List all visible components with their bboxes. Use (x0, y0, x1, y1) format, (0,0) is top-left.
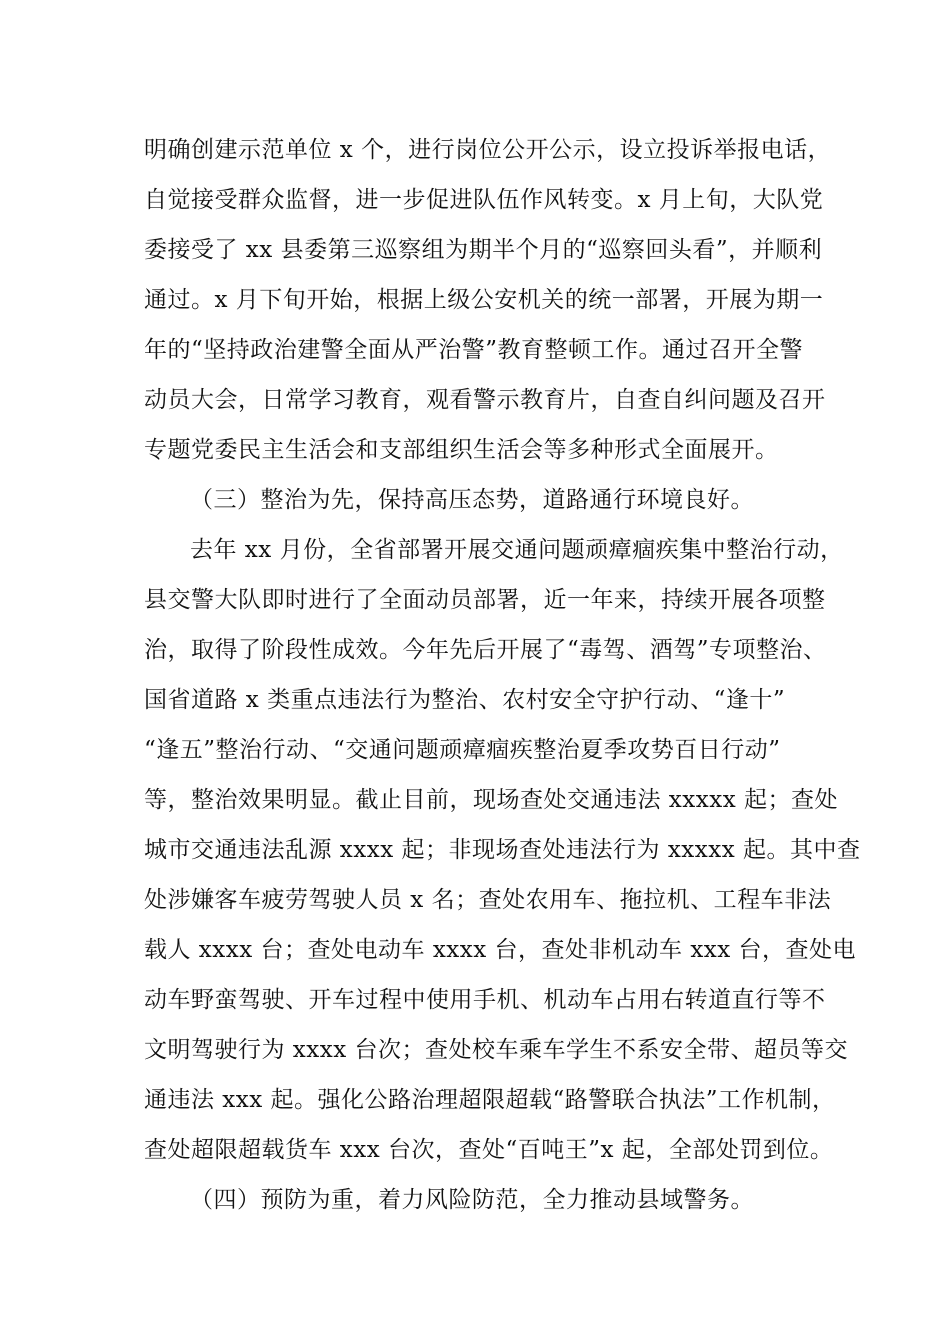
text-line: 载人 xxxx 台；查处电动车 xxxx 台，查处非机动车 xxx 台，查处电 (144, 937, 857, 963)
text-line: 动车野蛮驾驶、开车过程中使用手机、机动车占用右转道直行等不 (144, 987, 826, 1013)
text-line: 城市交通违法乱源 xxxx 起；非现场查处违法行为 xxxxx 起。其中查 (144, 837, 861, 863)
text-line: 去年 xx 月份，全省部署开展交通问题顽瘴痼疾集中整治行动， (190, 537, 844, 563)
text-line: 动员大会，日常学习教育，观看警示教育片，自查自纠问题及召开 (144, 387, 826, 413)
text-line: 查处超限超载货车 xxx 台次，查处“百吨王”x 起，全部处罚到位。 (144, 1137, 834, 1163)
text-line: 处涉嫌客车疲劳驾驶人员 x 名；查处农用车、拖拉机、工程车非法 (144, 887, 832, 913)
text-line: “逢五”整治行动、“交通问题顽瘴痼疾整治夏季攻势百日行动” (144, 737, 781, 763)
section-heading: （四）预防为重，着力风险防范，全力推动县域警务。 (190, 1187, 754, 1213)
text-line: 明确创建示范单位 x 个，进行岗位公开公示，设立投诉举报电话， (144, 137, 832, 163)
text-line: 通违法 xxx 起。强化公路治理超限超载“路警联合执法”工作机制， (144, 1087, 836, 1113)
text-line: 县交警大队即时进行了全面动员部署，近一年来，持续开展各项整 (144, 587, 826, 613)
text-line: 通过。x 月下旬开始，根据上级公安机关的统一部署，开展为期一 (144, 287, 824, 313)
text-line: 治，取得了阶段性成效。今年先后开展了“毒驾、酒驾”专项整治、 (144, 637, 827, 663)
text-line: 国省道路 x 类重点违法行为整治、农村安全守护行动、“逢十” (144, 687, 786, 713)
section-heading: （三）整治为先，保持高压态势，道路通行环境良好。 (190, 487, 754, 513)
text-line: 自觉接受群众监督，进一步促进队伍作风转变。x 月上旬，大队党 (144, 187, 824, 213)
text-line: 年的“坚持政治建警全面从严治警”教育整顿工作。通过召开全警 (144, 337, 804, 363)
text-line: 文明驾驶行为 xxxx 台次；查处校车乘车学生不系安全带、超员等交 (144, 1037, 849, 1063)
text-line: 委接受了 xx 县委第三巡察组为期半个月的“巡察回头看”，并顺利 (144, 237, 823, 263)
text-line: 等，整治效果明显。截止目前，现场查处交通违法 xxxxx 起；查处 (144, 787, 838, 813)
text-line: 专题党委民主生活会和支部组织生活会等多种形式全面展开。 (144, 437, 779, 463)
